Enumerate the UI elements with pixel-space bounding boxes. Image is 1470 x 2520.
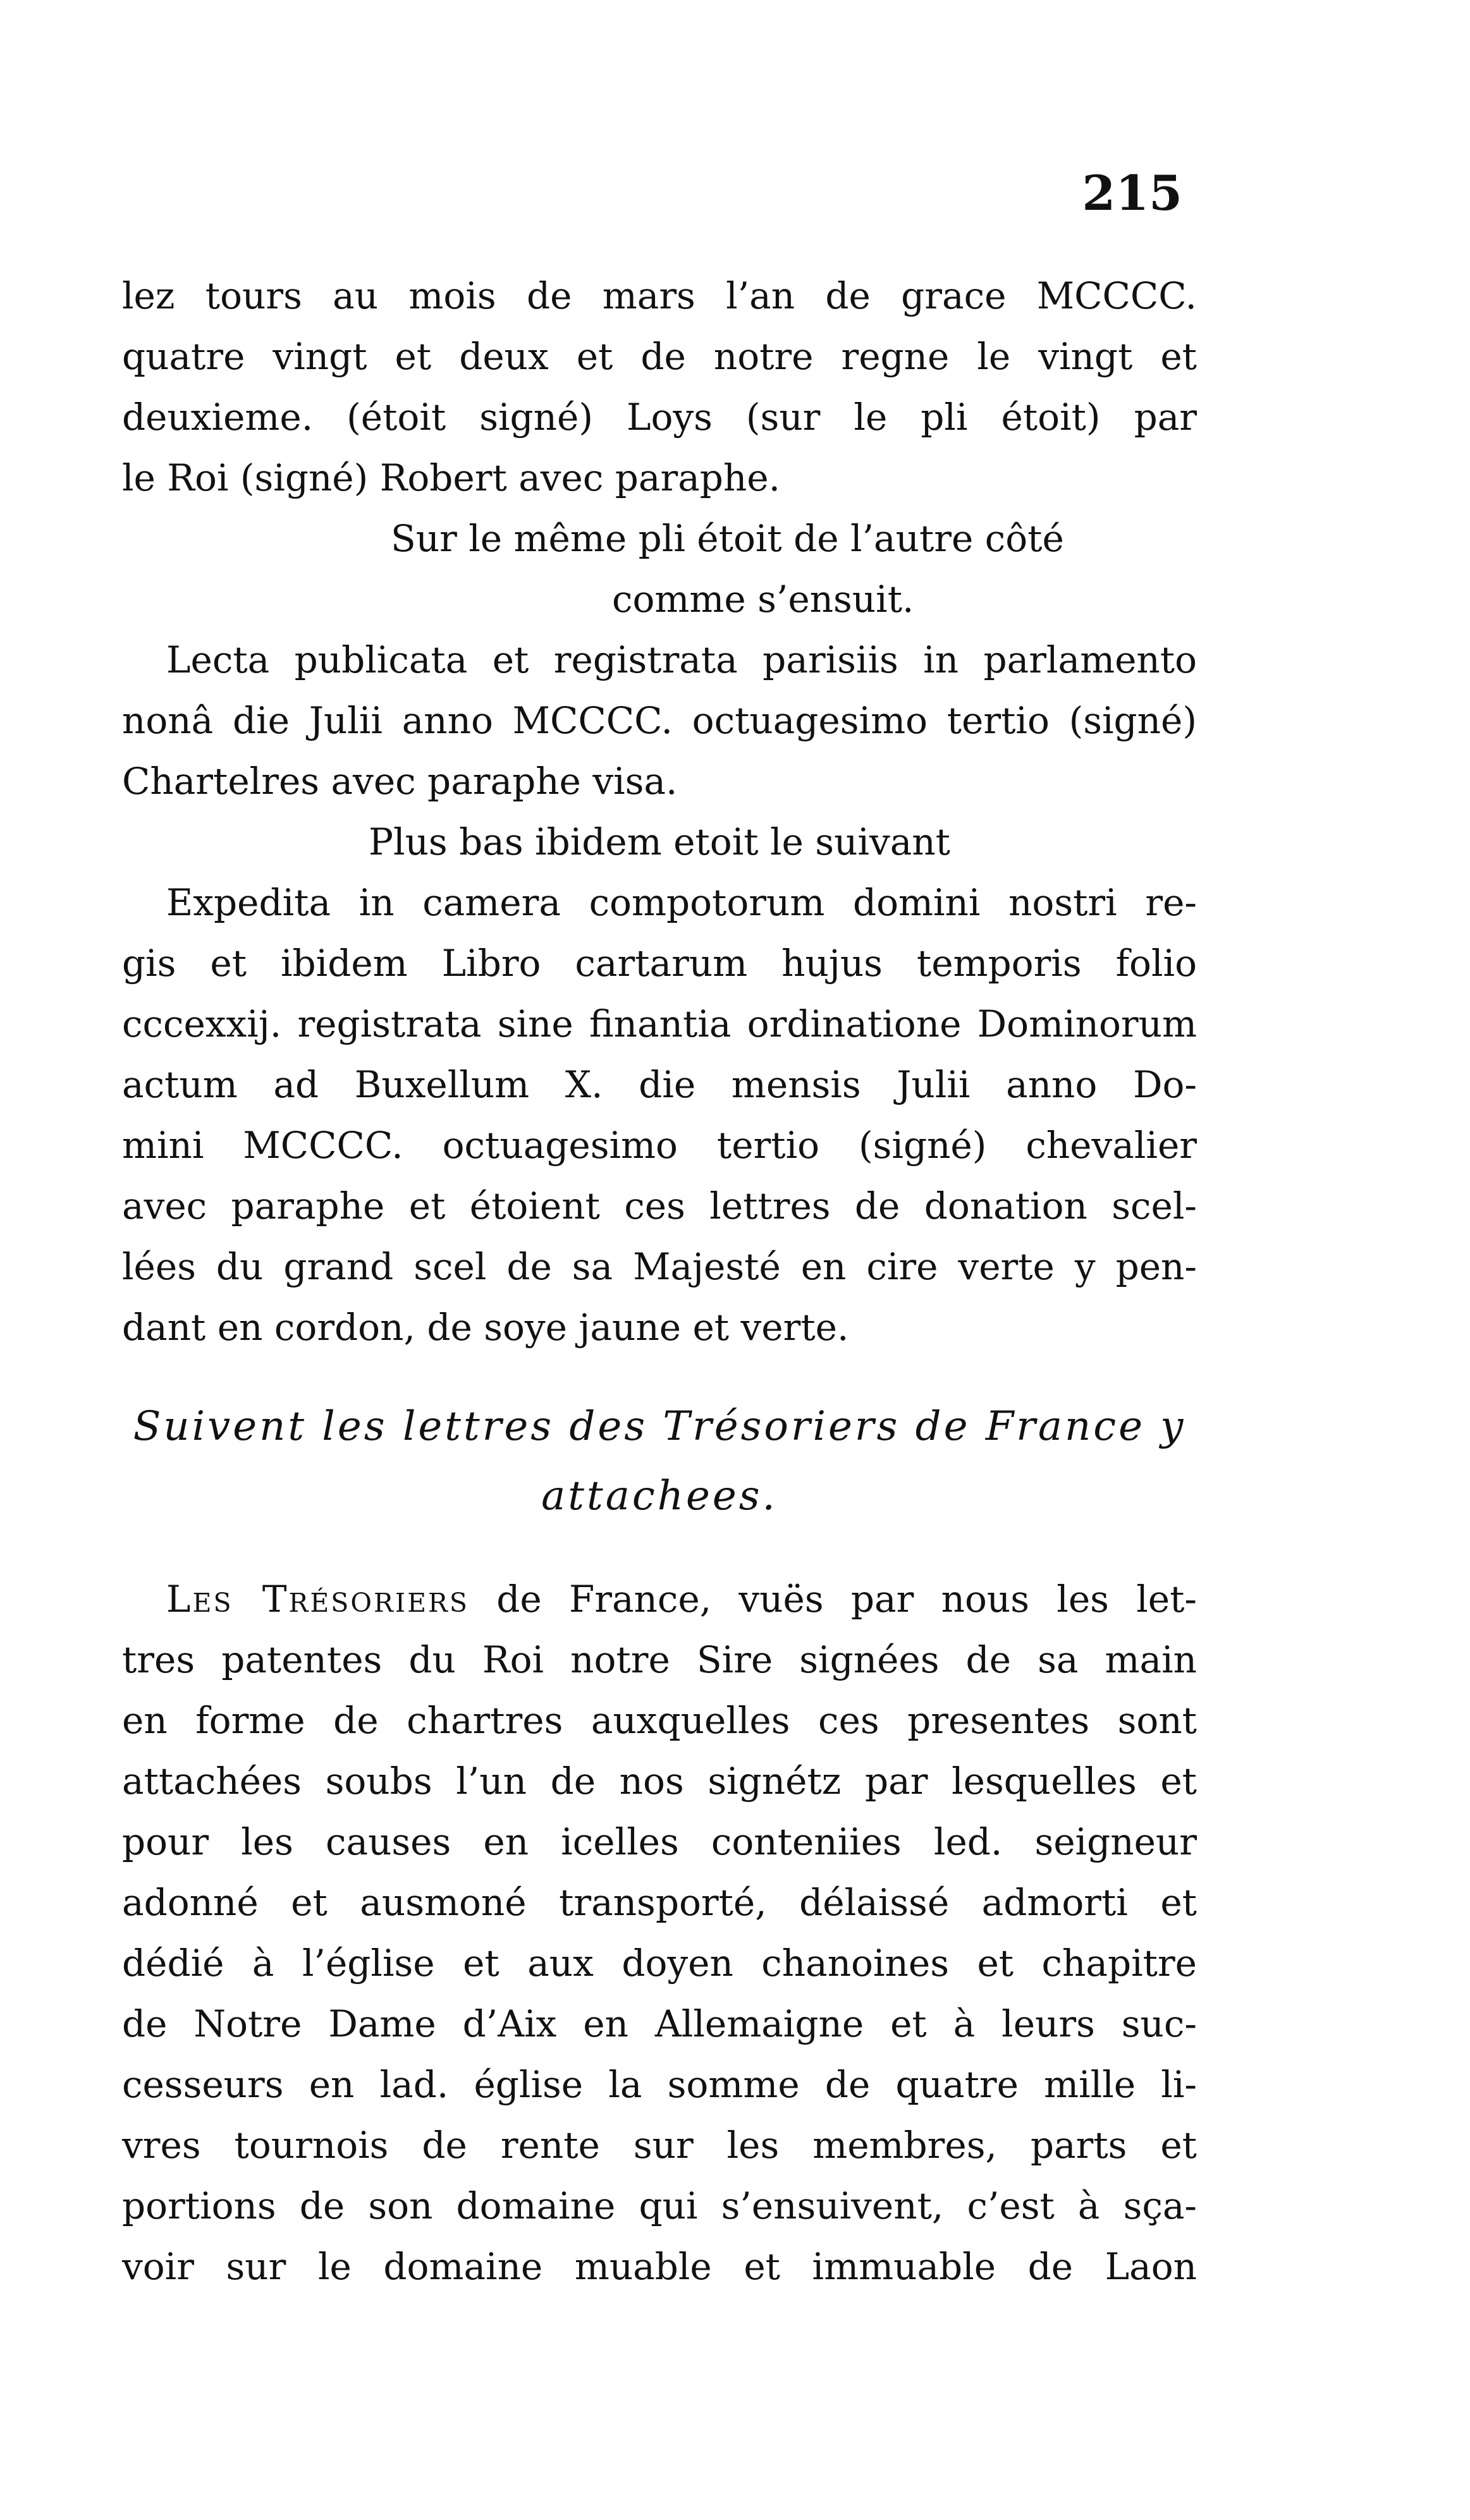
text-line: adonné et ausmoné transporté, délaissé admorti et bbox=[122, 1881, 1197, 1924]
text-line: pour les causes en icelles conteniies led. seigneur bbox=[122, 1820, 1197, 1863]
text-line: vres tournois de rente sur les membres, parts et bbox=[122, 2124, 1197, 2167]
text-line: quatre vingt et deux et de notre regne le vingt et bbox=[122, 335, 1197, 378]
text-line: deuxieme. (étoit signé) Loys (sur le pli étoit) par bbox=[122, 396, 1197, 439]
text-line: mini MCCCC. octuagesimo tertio (signé) chevalier bbox=[122, 1124, 1197, 1167]
small-caps-opening: Les Trésoriers bbox=[166, 1578, 469, 1621]
page-text bbox=[122, 265, 1197, 2297]
section-heading: Suivent les lettres des Trésoriers de France y bbox=[133, 1403, 1186, 1450]
text-line: actum ad Buxellum X. die mensis Julii anno Do- bbox=[122, 1063, 1197, 1106]
text-line: dant en cordon, de soye jaune et verte. bbox=[122, 1306, 849, 1349]
text-line: de Notre Dame d’Aix en Allemaigne et à leurs suc- bbox=[122, 2002, 1197, 2045]
text-line: le Roi (signé) Robert avec paraphe. bbox=[122, 456, 781, 499]
text-line: Plus bas ibidem etoit le suivant bbox=[369, 820, 950, 863]
text-line: Lecta publicata et registrata parisiis in parlamento bbox=[166, 638, 1197, 681]
text-line: comme s’ensuit. bbox=[612, 578, 914, 621]
text-line: gis et ibidem Libro cartarum hujus temporis folio bbox=[122, 942, 1197, 985]
text-line: Sur le même pli étoit de l’autre côté bbox=[391, 517, 1064, 560]
text-line: lées du grand scel de sa Majesté en cire verte y pen- bbox=[122, 1245, 1197, 1288]
text-line: portions de son domaine qui s’ensuivent, c’est à sça- bbox=[122, 2184, 1197, 2227]
text-line: dédié à l’église et aux doyen chanoines et chapitre bbox=[122, 1942, 1197, 1985]
text-line: tres patentes du Roi notre Sire signées de sa main bbox=[122, 1638, 1197, 1681]
text-line: avec paraphe et étoient ces lettres de donation scel- bbox=[122, 1184, 1197, 1227]
text-line: nonâ die Julii anno MCCCC. octuagesimo tertio (signé) bbox=[122, 699, 1197, 742]
text-line: attachées soubs l’un de nos signétz par lesquelles et bbox=[122, 1760, 1197, 1803]
text-line bbox=[122, 1569, 1197, 1629]
text-line: voir sur le domaine muable et immuable de Laon bbox=[122, 2245, 1197, 2288]
text-line-rest: de France, vuës par nous les let- bbox=[469, 1578, 1197, 1621]
text-line: en forme de chartres auxquelles ces presentes sont bbox=[122, 1699, 1197, 1742]
text-line: lez tours au mois de mars l’an de grace MCCCC. bbox=[122, 274, 1197, 317]
text-line: Chartelres avec paraphe visa. bbox=[122, 760, 678, 803]
page-number: 215 bbox=[1082, 165, 1182, 221]
section-heading-continued: attachees. bbox=[541, 1473, 778, 1519]
text-line: cccexxij. registrata sine finantia ordinatione Dominorum bbox=[122, 1002, 1197, 1045]
text-line: Expedita in camera compotorum domini nostri re- bbox=[166, 881, 1197, 924]
text-line: cesseurs en lad. église la somme de quatre mille li- bbox=[122, 2063, 1197, 2106]
